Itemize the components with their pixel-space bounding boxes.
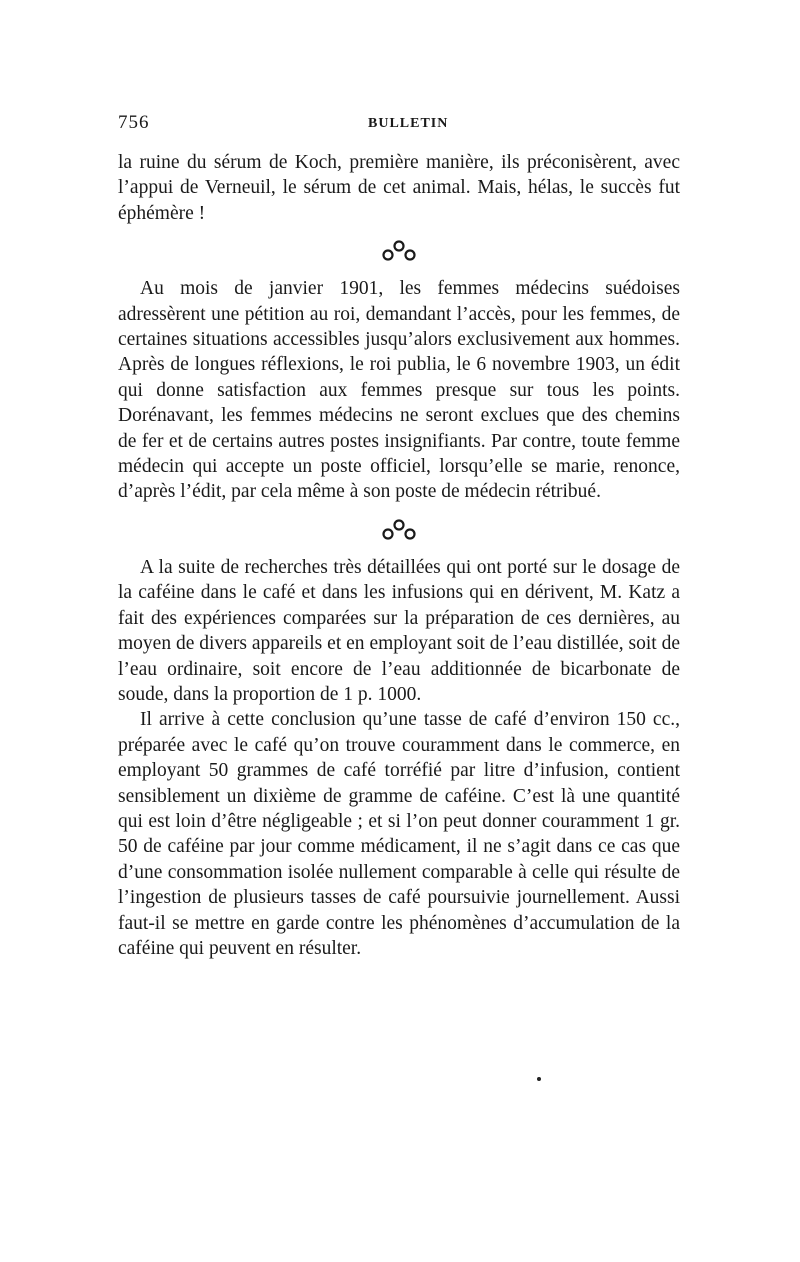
paragraph-caffeine-research: A la suite de recherches très détaillées qui ont porté sur le dosage de la caféine dans le café et dans les infusions qui en dérivent, M. Katz a fait des expériences comparées sur la préparation de ces dernières, au moyen de divers appareils et en employant soit de l’eau distillée, soit de l’eau ordinaire, soit encore de l’eau additionnée de bicarbonate de soude, dans la proportion de 1 p. 1000. (118, 556, 680, 705)
asterism-icon (371, 238, 427, 268)
page-header (118, 112, 678, 142)
asterism-divider (118, 226, 680, 276)
paragraph-continuation: la ruine du sérum de Koch, première manière, ils préconisèrent, avec l’appui de Verneuil, le sérum de cet animal. Mais, hélas, le succès fut éphémère ! (118, 152, 680, 224)
page-number: 756 (118, 112, 150, 133)
paragraph-caffeine-conclusion: Il arrive à cette conclusion qu’une tasse de café d’environ 150 cc., préparée avec le café qu’on trouve couramment dans le commerce, en employant 50 grammes de café torréfié par litre d’infusion, contient sensiblement un dixième de gramme de caféine. C’est là une quantité qui est loin d’être négligeable ; et si l’on peut donner couramment 1 gr. 50 de caféine par jour comme médicament, il ne s’agit dans ce cas que d’une consommation isolée nullement comparable à celle qui résulte de l’ingestion de plusieurs tasses de café poursuivie journellement. Aussi faut-il se mettre en garde contre les phénomènes d’accumulation de la caféine qui peuvent en résulter. (118, 709, 680, 959)
body-text (118, 150, 680, 961)
print-speck (537, 1077, 541, 1081)
asterism-icon (371, 517, 427, 547)
paragraph-women-doctors: Au mois de janvier 1901, les femmes médecins suédoises adressèrent une pétition au roi, demandant l’accès, pour les femmes, de certaines situations accessibles jusqu’alors exclusivement aux hommes. Après de longues réflexions, le roi publia, le 6 novembre 1903, un édit qui donne satisfaction aux femmes presque sur tous les points. Dorénavant, les femmes médecins ne seront exclues que des chemins de fer et de certains autres postes insignifiants. Par contre, toute femme médecin qui accepte un poste officiel, lorsqu’elle se marie, renonce, d’après l’édit, par cela même à son poste de médecin rétribué. (118, 278, 680, 503)
running-title: BULLETIN (368, 116, 449, 131)
asterism-divider (118, 505, 680, 555)
